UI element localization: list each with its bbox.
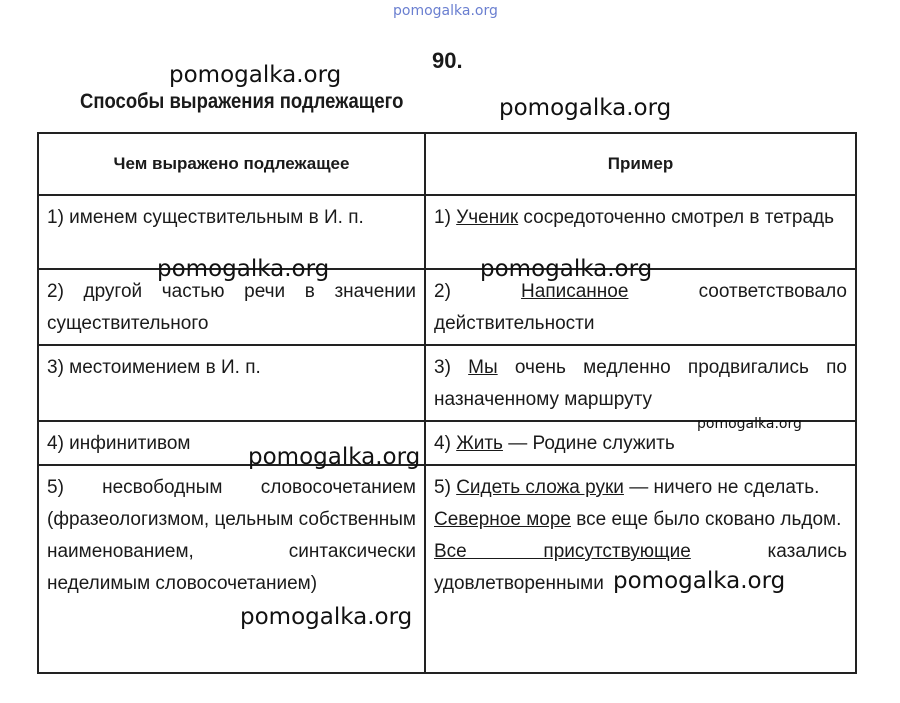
example-line [434, 504, 847, 536]
example-text: — Родине служить [502, 433, 675, 454]
watermark: pomogalka.org [613, 568, 786, 594]
exercise-number: 90. [432, 48, 463, 73]
table-row [38, 345, 856, 421]
watermark-small: pomogalka.org [697, 416, 802, 432]
method-cell: 2) другой частью речи в значении существительного [38, 269, 425, 345]
example-text: все еще было сковано льдом. [570, 509, 842, 530]
example-prefix: 1) [434, 207, 457, 228]
example-text: сосредоточенно смотрел в тетрадь [518, 207, 835, 228]
example-prefix: 2) [434, 281, 522, 302]
example-subject: Написанное [521, 281, 629, 302]
method-cell: 4) инфинитивом [38, 421, 425, 465]
example-text: соответствовало действительности [434, 281, 847, 334]
example-prefix: 4) [434, 433, 457, 454]
example-prefix: 3) [434, 357, 469, 378]
example-subject: Ученик [456, 207, 519, 228]
example-subject: Мы [468, 357, 498, 378]
watermark: pomogalka.org [240, 604, 413, 630]
column-header-example: Пример [425, 133, 856, 195]
watermark: pomogalka.org [169, 62, 342, 88]
page-title: Способы выражения подлежащего [80, 90, 404, 113]
example-cell [425, 345, 856, 421]
example-subject: Жить [456, 433, 503, 454]
example-subject: Сидеть сложа руки [456, 477, 624, 498]
example-text: — ничего не сделать. [623, 477, 820, 498]
example-text: казались удовлетворенными [434, 541, 847, 594]
method-cell: 3) местоимением в И. п. [38, 345, 425, 421]
watermark-top: pomogalka.org [393, 3, 498, 19]
example-prefix: 5) [434, 477, 457, 498]
table-header-row [38, 133, 856, 195]
method-cell: 1) именем существительным в И. п. [38, 195, 425, 269]
method-cell: 5) несвободным словосочетанием (фразеологизмом, цельным собственным наименованием, синтаксически неделимым словосочетанием) [38, 465, 425, 673]
watermark: pomogalka.org [248, 444, 421, 470]
example-text: очень медленно продвигались по назначенному маршруту [434, 357, 847, 410]
example-subject: Северное море [434, 509, 571, 530]
example-subject: Все присутствующие [434, 541, 691, 562]
example-line [434, 472, 847, 504]
watermark: pomogalka.org [480, 256, 653, 282]
watermark: pomogalka.org [157, 256, 330, 282]
column-header-method: Чем выражено подлежащее [38, 133, 425, 195]
watermark: pomogalka.org [499, 95, 672, 121]
